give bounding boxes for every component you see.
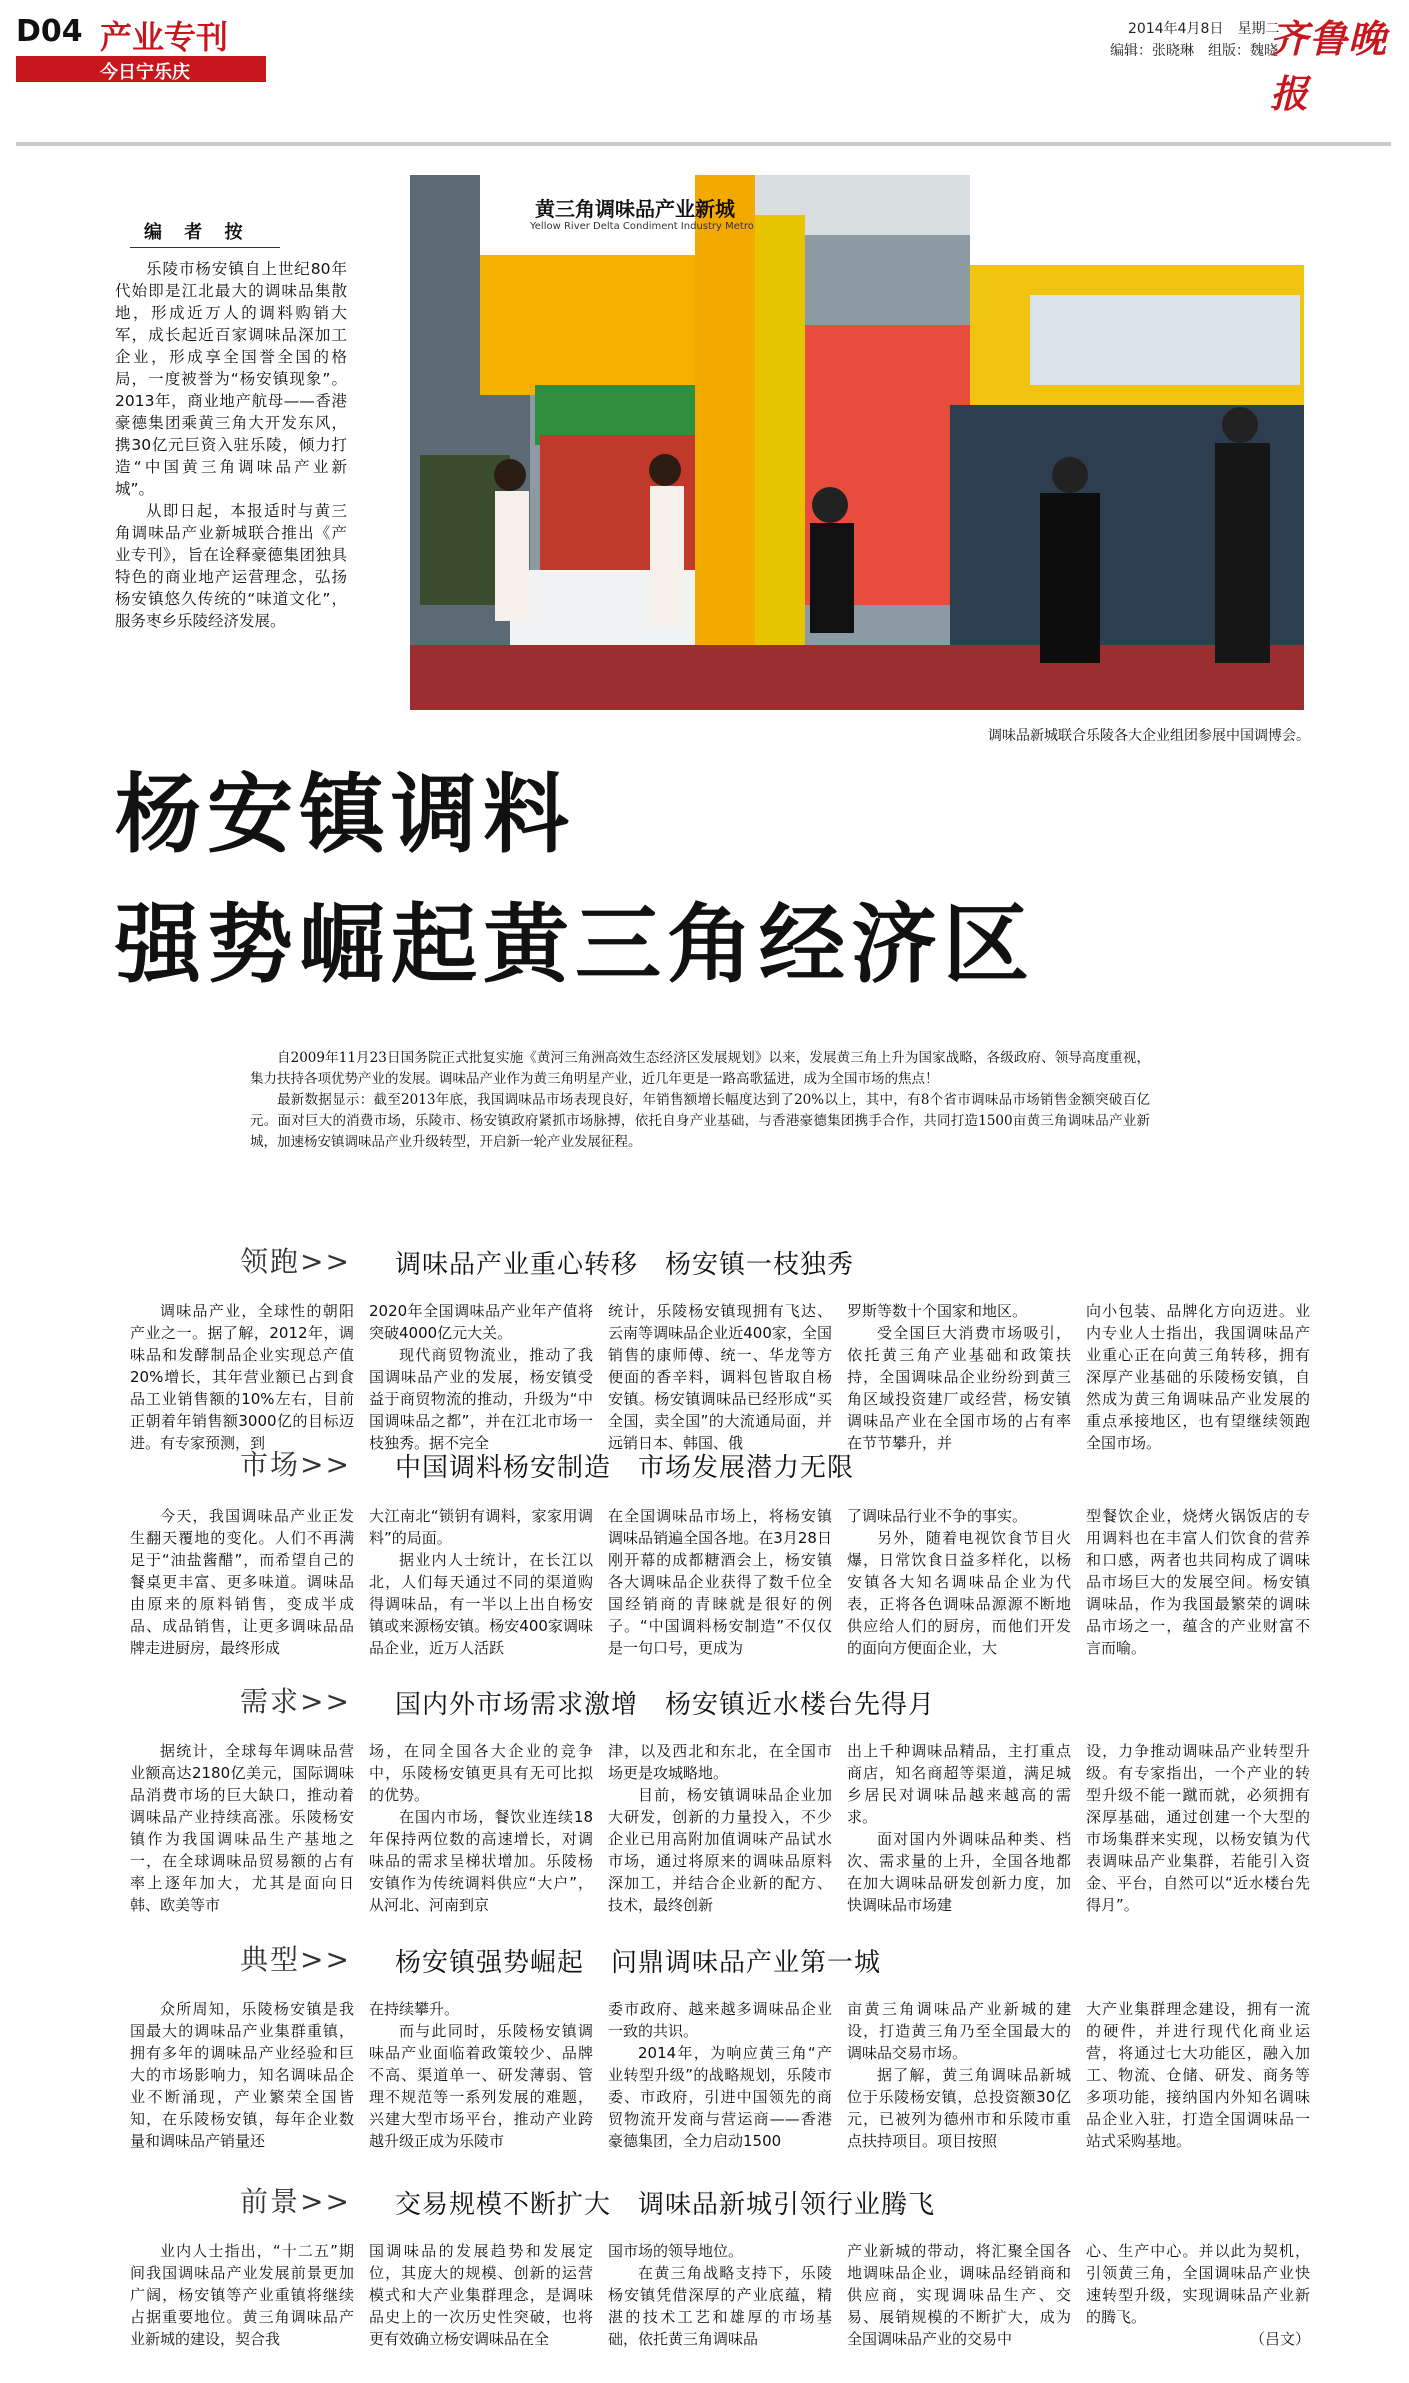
section-heading [115,1443,1315,1487]
section-title-text: 国内外市场需求激增 杨安镇近水楼台先得月 [395,1690,936,1720]
text-column [130,1300,354,1452]
paragraph: 现代商贸物流业，推动了我国调味品产业的发展，杨安镇受益于商贸物流的推动，升级为“中国调味品之都”，并在江北市场一枝独秀。据不完全 [369,1346,593,1452]
section-title-text: 杨安镇强势崛起 问鼎调味品产业第一城 [395,1948,882,1978]
text-column [608,1998,832,2153]
section-columns [130,2240,1310,2375]
booth-sign-english: Yellow River Delta Condiment Industry Metro [530,221,754,232]
text-column [608,2240,832,2375]
headline-line-1: 杨安镇调料 [115,765,575,865]
text-column [608,1300,832,1452]
text-column [847,1740,1071,1914]
text-column [369,1998,593,2153]
text-column [608,1740,832,1914]
paragraph: 据了解，黄三角调味品新城位于乐陵杨安镇，总投资额30亿元，已被列为德州市和乐陵市重点扶持项目。项目按照 [847,2066,1071,2150]
text-column [130,1998,354,2153]
section-heading [115,1938,1315,1982]
paragraph: 了调味品行业不争的事实。 [847,1507,1028,1525]
text-column [130,2240,354,2375]
paragraph: 在全国调味品市场上，将杨安镇调味品销遍全国各地。在3月28日刚开幕的成都糖酒会上，杨安镇各大调味品企业获得了数千位全国经销商的青睐就是很好的例子。“中国调料杨安制造”不仅仅是一句口号，更成为 [608,1507,832,1657]
section-keyword: 市场>> [240,1448,351,1481]
text-column [847,1505,1071,1655]
paragraph: 据业内人士统计，在长江以北，人们每天通过不同的渠道购得调味品，有一半以上出自杨安镇或来源杨安镇。杨安400家调味品企业，近万人活跃 [369,1551,593,1657]
text-column [1086,1300,1310,1452]
page-header [0,0,1409,116]
paragraph: 2020年全国调味品产业年产值将突破4000亿元大关。 [369,1302,593,1342]
paragraph: 而与此同时，乐陵杨安镇调味品产业面临着政策较少、品牌不高、渠道单一、研发薄弱、管理不规范等一系列发展的难题，兴建大型市场平台，推动产业跨越升级正成为乐陵市 [369,2022,593,2150]
section-columns [130,1300,1310,1452]
section-title-text: 交易规模不断扩大 调味品新城引领行业腾飞 [395,2190,936,2220]
paragraph: 2014年，为响应黄三角“产业转型升级”的战略规划，乐陵市委、市政府，引进中国领先的商贸物流开发商与营运商——香港豪德集团，全力启动1500 [608,2044,832,2150]
paragraph: 产业新城的带动，将汇聚全国各地调味品企业，调味品经销商和供应商，实现调味品生产、交易、展销规模的不断扩大，成为全国调味品产业的交易中 [847,2242,1071,2348]
text-column [1086,1505,1310,1655]
author-signature: （吕文） [1249,2330,1310,2348]
section-heading [115,1240,1315,1284]
paragraph: 场，在同全国各大企业的竞争中，乐陵杨安镇更具有无可比拟的优势。 [369,1742,593,1804]
text-column [130,1505,354,1655]
paragraph: 大江南北“锁钥有调料，家家用调料”的局面。 [369,1507,593,1547]
section-heading [115,2180,1315,2224]
text-column [847,1300,1071,1452]
page-number: D04 [16,14,83,49]
editor-note [115,258,347,632]
lead-paragraphs [250,1048,1150,1153]
editors-credit: 编辑：张晓琳 组版：魏晓 [1110,43,1278,59]
paragraph: 目前，杨安镇调味品企业加大研发，创新的力量投入，不少企业已用高附加值调味产品试水市场，通过将原来的调味品原料深加工，并结合企业新的配方、技术，最终创新 [608,1786,832,1914]
paragraph: 众所周知，乐陵杨安镇是我国最大的调味品产业集群重镇，拥有多年的调味品产业经验和巨大的市场影响力，知名调味品企业不断涌现，产业繁荣全国皆知，在乐陵杨安镇，每年企业数量和调味品产销量还 [130,2000,354,2150]
paragraph: 调味品产业，全球性的朝阳产业之一。据了解，2012年，调味品和发酵制品企业实现总产值20%增长，其年营业额已占到食品工业销售额的10%左右，目前正朝着年销售额3000亿的目标迈进。有专家预测，到 [130,1302,354,1452]
text-column [369,1300,593,1452]
paragraph: 向小包装、品牌化方向迈进。业内专业人士指出，我国调味品产业重心正在向黄三角转移，拥有深厚产业基础的乐陵杨安镇，自然成为黄三角调味品产业发展的重点承接地区，也有望继续领跑全国市场。 [1086,1302,1310,1452]
paragraph: 今天，我国调味品产业正发生翻天覆地的变化。人们不再满足于“油盐酱醋”，而希望自己的餐桌更丰富、更多味道。调味品由原来的原料销售，变成半成品、成品销售，让更多调味品品牌走进厨房，最终形成 [130,1507,354,1657]
text-column [369,1505,593,1655]
paragraph: 心、生产中心。并以此为契机，引领黄三角，全国调味品产业快速转型升级，实现调味品产业新的腾飞。 [1086,2242,1310,2326]
section-columns [130,1998,1310,2153]
section-title-text: 调味品产业重心转移 杨安镇一枝独秀 [395,1250,855,1280]
text-column [608,1505,832,1655]
booth-sign: 黄三角调味品产业新城 [535,197,735,221]
paragraph: 大产业集群理念建设，拥有一流的硬件，并进行现代化商业运营，将通过七大功能区，融入加工、物流、仓储、研发、商务等多项功能，接纳国内外知名调味品企业入驻，打造全国调味品一站式采购基地。 [1086,2000,1310,2150]
section-keyword: 前景>> [240,2185,351,2218]
section-title: 产业专刊 [100,18,229,56]
issue-date: 2014年4月8日 星期二 [1128,21,1280,37]
section-keyword: 需求>> [240,1685,351,1718]
editor-note-paragraph: 从即日起，本报适时与黄三角调味品产业新城联合推出《产业专刊》，旨在诠释豪德集团独具特色的商业地产运营理念，弘扬杨安镇悠久传统的“味道文化”，服务枣乡乐陵经济发展。 [115,502,347,630]
paragraph: 国调味品的发展趋势和发展定位，其庞大的规模、创新的运营模式和大产业集群理念，是调味品史上的一次历史性突破，也将更有效确立杨安调味品在全 [369,2242,593,2348]
paragraph: 统计，乐陵杨安镇现拥有飞达、云南等调味品企业近400家，全国销售的康师傅、统一、华龙等方便面的香辛料，调料包皆取自杨安镇。杨安镇调味品已经形成“买全国，卖全国”的大流通局面，并远销日本、韩国、俄 [608,1302,832,1452]
newspaper-masthead: 齐鲁晚报 [1270,16,1388,116]
paragraph: 国市场的领导地位。 [608,2242,744,2260]
section-heading [115,1680,1315,1724]
text-column [130,1740,354,1914]
paragraph: 据统计，全球每年调味品营业额高达2180亿美元，国际调味品消费市场的巨大缺口，推动着调味品产业持续高涨。乐陵杨安镇作为我国调味品生产基地之一，在全球调味品贸易额的占有率上逐年加大，尤其是面向日韩、欧美等市 [130,1742,354,1914]
paragraph: 型餐饮企业，烧烤火锅饭店的专用调料也在丰富人们饮食的营养和口感，两者也共同构成了调味品市场巨大的发展空间。杨安镇调味品，作为我国最繁荣的调味品市场之一，蕴含的产业财富不言而喻。 [1086,1507,1310,1657]
headline-line-2: 强势崛起黄三角经济区 [115,895,1035,995]
paragraph: 津，以及西北和东北，在全国市场更是攻城略地。 [608,1742,832,1782]
paragraph: 业内人士指出，“十二五”期间我国调味品产业发展前景更加广阔，杨安镇等产业重镇将继续占据重要地位。黄三角调味品产业新城的建设，契合我 [130,2242,354,2348]
text-column [847,2240,1071,2375]
paragraph: 在黄三角战略支持下，乐陵杨安镇凭借深厚的产业底蕴，精湛的技术工艺和雄厚的市场基础，依托黄三角调味品 [608,2264,832,2348]
paragraph: 罗斯等数十个国家和地区。 [847,1302,1028,1320]
section-title-text: 中国调料杨安制造 市场发展潜力无限 [395,1453,855,1483]
lead-paragraph: 最新数据显示：截至2013年底，我国调味品市场表现良好，年销售额增长幅度达到了20%以上，其中，有8个省市调味品市场销售金额突破百亿元。面对巨大的消费市场，乐陵市、杨安镇政府紧抓市场脉搏，依托自身产业基础，与香港豪德集团携手合作，共同打造1500亩黄三角调味品产业新城，加速杨安镇调味品产业升级转型，开启新一轮产业发展征程。 [250,1092,1150,1150]
paragraph: 面对国内外调味品种类、档次、需求量的上升，全国各地都在加大调味品研发创新力度，加快调味品市场建 [847,1830,1071,1914]
lead-paragraph: 自2009年11月23日国务院正式批复实施《黄河三角洲高效生态经济区发展规划》以来，发展黄三角上升为国家战略，各级政府、领导高度重视，集力扶持各项优势产业的发展。调味品产业作为黄三角明星产业，近几年更是一路高歌猛进，成为全国市场的焦点！ [250,1050,1150,1087]
text-column [1086,1740,1310,1914]
paragraph: 出上千种调味品精品，主打重点商店，知名商超等渠道，满足城乡居民对调味品越来越高的需求。 [847,1742,1071,1826]
section-keyword: 领跑>> [240,1245,351,1278]
paragraph: 在持续攀升。 [369,2000,460,2018]
paragraph: 亩黄三角调味品产业新城的建设，打造黄三角乃至全国最大的调味品交易市场。 [847,2000,1071,2062]
text-column [369,2240,593,2375]
paragraph: 在国内市场，餐饮业连续18年保持两位数的高速增长，对调味品的需求呈梯状增加。乐陵杨安镇作为传统调料供应“大户”，从河北、河南到京 [369,1808,593,1914]
photo-caption: 调味品新城联合乐陵各大企业组团参展中国调博会。 [988,728,1310,744]
text-column [1086,2240,1310,2375]
editor-note-paragraph: 乐陵市杨安镇自上世纪80年代始即是江北最大的调味品集散地，形成近万人的调料购销大军，成长起近百家调味品深加工企业，形成享全国誉全国的格局，一度被誉为“杨安镇现象”。2013年，商业地产航母——香港豪德集团乘黄三角大开发东风，携30亿元巨资入驻乐陵，倾力打造“中国黄三角调味品产业新城”。 [115,260,347,498]
header-divider [16,142,1391,146]
paragraph: 设，力争推动调味品产业转型升级。有专家指出，一个产业的转型升级不能一蹴而就，必须拥有深厚基础，通过创建一个大型的市场集群来实现，以杨安镇为代表调味品产业集群，若能引入资金、平台，自然可以“近水楼台先得月”。 [1086,1742,1310,1914]
editor-note-label: 编 者 按 [130,218,280,248]
text-column [847,1998,1071,2153]
section-columns [130,1505,1310,1655]
expo-booth-illustration [410,175,1304,710]
text-column [1086,1998,1310,2153]
paragraph: 委市政府、越来越多调味品企业一致的共识。 [608,2000,832,2040]
section-keyword: 典型>> [240,1943,351,1976]
section-columns [130,1740,1310,1914]
expo-booth-photo [410,175,1304,710]
text-column [369,1740,593,1914]
paragraph: 受全国巨大消费市场吸引，依托黄三角产业基础和政策扶持，全国调味品企业纷纷到黄三角区域投资建厂或经营，杨安镇调味品产业在全国市场的占有率在节节攀升，并 [847,1324,1071,1452]
section-subtitle: 今日宁乐庆 [100,62,190,83]
paragraph: 另外，随着电视饮食节目火爆，日常饮食日益多样化，以杨安镇各大知名调味品企业为代表，正将各色调味品源源不断地供应给人们的厨房，而他们开发的面向方便面企业，大 [847,1529,1071,1657]
